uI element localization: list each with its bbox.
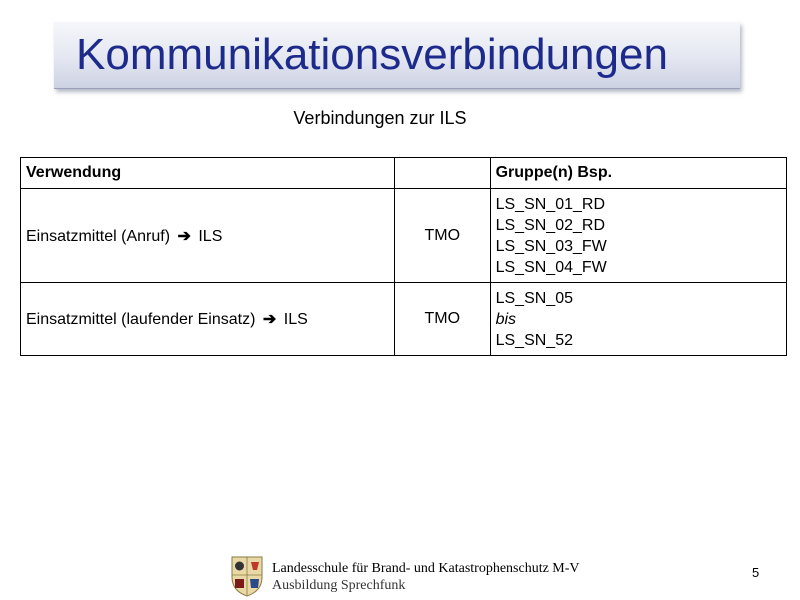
group-name: LS_SN_03_FW [495,237,607,255]
header-groups: Gruppe(n) Bsp. [490,158,786,189]
table-header-row [21,158,787,189]
usage-cell [21,189,395,283]
arrow-right-icon: ➔ [177,227,191,245]
mode-cell: TMO [394,189,490,283]
group-name: LS_SN_02_RD [495,216,605,234]
usage-target: ILS [283,311,308,328]
page-number: 5 [752,565,760,580]
table-row [21,283,787,356]
groups-cell [490,189,786,283]
usage-text: Einsatzmittel (Anruf) [26,227,171,245]
mode-cell: TMO [394,283,490,356]
header-usage: Verwendung [21,158,395,189]
slide-title: Kommunikationsverbindungen [76,30,668,79]
footer-text [272,560,580,594]
coat-of-arms-icon [230,555,264,597]
usage-text: Einsatzmittel (laufender Einsatz) [26,311,256,328]
arrow-right-icon: ➔ [262,311,277,328]
group-range-word: bis [495,310,517,328]
group-name: LS_SN_01_RD [495,195,605,213]
usage-cell [21,283,395,356]
header-middle [394,158,490,189]
footer-organization: Landesschule für Brand- und Katastrophenschutz M-V [272,561,580,576]
group-name: LS_SN_05 [495,289,573,307]
group-name: LS_SN_04_FW [495,258,607,276]
title-banner [54,22,740,89]
group-name: LS_SN_52 [495,331,573,349]
table-row [21,189,787,283]
footer-course: Ausbildung Sprechfunk [272,578,406,593]
groups-cell [490,283,786,356]
slide-subtitle: Verbindungen zur ILS [293,108,467,128]
usage-target: ILS [198,227,223,245]
connections-table [20,157,787,356]
